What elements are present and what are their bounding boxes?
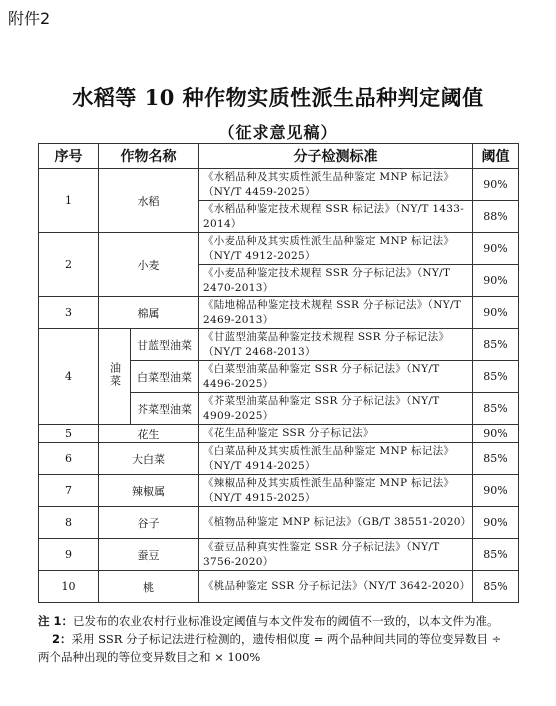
header-standard: 分子检测标准 xyxy=(199,144,473,169)
standard-cell: 《水稻品种鉴定技术规程 SSR 标记法》（NY/T 1433-2014） xyxy=(199,201,473,233)
header-no: 序号 xyxy=(39,144,99,169)
table-row xyxy=(39,443,519,475)
note-1-text: 已发布的农业农村行业标准设定阈值与本文件发布的阈值不一致的，以本文件为准。 xyxy=(73,614,499,628)
table-row xyxy=(39,425,519,443)
standard-cell: 《芥菜型油菜品种鉴定 SSR 分子标记法》（NY/T 4909-2025） xyxy=(199,393,473,425)
standard-cell: 《陆地棉品种鉴定技术规程 SSR 分子标记法》（NY/T 2469-2013） xyxy=(199,297,473,329)
standard-cell: 《小麦品种鉴定技术规程 SSR 分子标记法》（NY/T 2470-2013） xyxy=(199,265,473,297)
crop-name: 大白菜 xyxy=(99,443,199,475)
crop-name: 小麦 xyxy=(99,233,199,297)
threshold-cell: 88% xyxy=(473,201,519,233)
threshold-cell: 90% xyxy=(473,169,519,201)
threshold-cell: 85% xyxy=(473,329,519,361)
standard-cell: 《水稻品种及其实质性派生品种鉴定 MNP 标记法》（NY/T 4459-2025） xyxy=(199,169,473,201)
crop-group-label: 油菜 xyxy=(108,362,122,388)
crop-name: 芥菜型油菜 xyxy=(131,393,199,425)
threshold-cell: 90% xyxy=(473,265,519,297)
attachment-label: 附件2 xyxy=(8,9,51,28)
row-no: 8 xyxy=(39,507,99,539)
crop-name: 花生 xyxy=(99,425,199,443)
row-no: 5 xyxy=(39,425,99,443)
standard-cell: 《白菜型油菜品种鉴定 SSR 分子标记法》（NY/T 4496-2025） xyxy=(199,361,473,393)
table-row xyxy=(39,475,519,507)
standard-cell: 《桃品种鉴定 SSR 分子标记法》（NY/T 3642-2020） xyxy=(199,571,473,603)
threshold-cell: 85% xyxy=(473,539,519,571)
threshold-cell: 85% xyxy=(473,361,519,393)
threshold-cell: 90% xyxy=(473,297,519,329)
note-2-text: 采用 SSR 分子标记法进行检测的，遗传相似度 = 两个品种间共同的等位变异数目 ÷ 两个品种出现的等位变异数目之和 × 100% xyxy=(38,632,502,664)
row-no: 2 xyxy=(39,233,99,297)
note-2 xyxy=(38,630,516,666)
table-row xyxy=(39,329,519,361)
table-row xyxy=(39,571,519,603)
table-row xyxy=(39,507,519,539)
row-no: 7 xyxy=(39,475,99,507)
table-row xyxy=(39,233,519,265)
crop-group-name xyxy=(99,329,131,425)
standard-cell: 《植物品种鉴定 MNP 标记法》（GB/T 38551-2020） xyxy=(199,507,473,539)
table-row xyxy=(39,539,519,571)
standard-cell: 《辣椒品种及其实质性派生品种鉴定 MNP 标记法》（NY/T 4915-2025） xyxy=(199,475,473,507)
document-title: 水稻等 10 种作物实质性派生品种判定阈值 xyxy=(72,85,484,110)
threshold-cell: 85% xyxy=(473,571,519,603)
row-no: 10 xyxy=(39,571,99,603)
threshold-cell: 90% xyxy=(473,425,519,443)
crop-name: 甘蓝型油菜 xyxy=(131,329,199,361)
crop-name: 水稻 xyxy=(99,169,199,233)
row-no: 1 xyxy=(39,169,99,233)
crop-name: 蚕豆 xyxy=(99,539,199,571)
note-1 xyxy=(38,612,516,630)
crop-name: 谷子 xyxy=(99,507,199,539)
threshold-cell: 90% xyxy=(473,507,519,539)
crop-name: 辣椒属 xyxy=(99,475,199,507)
threshold-cell: 85% xyxy=(473,443,519,475)
row-no: 6 xyxy=(39,443,99,475)
crop-name: 桃 xyxy=(99,571,199,603)
row-no: 3 xyxy=(39,297,99,329)
row-no: 4 xyxy=(39,329,99,425)
threshold-table xyxy=(38,143,519,603)
table-header-row xyxy=(39,144,519,169)
header-threshold: 阈值 xyxy=(473,144,519,169)
table-row xyxy=(39,169,519,201)
header-crop: 作物名称 xyxy=(99,144,199,169)
table-row xyxy=(39,297,519,329)
threshold-cell: 90% xyxy=(473,475,519,507)
standard-cell: 《蚕豆品种真实性鉴定 SSR 分子标记法》（NY/T 3756-2020） xyxy=(199,539,473,571)
crop-name: 白菜型油菜 xyxy=(131,361,199,393)
note-2-label: 2： xyxy=(52,632,72,646)
threshold-cell: 90% xyxy=(473,233,519,265)
notes-section xyxy=(38,612,516,666)
standard-cell: 《花生品种鉴定 SSR 分子标记法》 xyxy=(199,425,473,443)
standard-cell: 《小麦品种及其实质性派生品种鉴定 MNP 标记法》（NY/T 4912-2025） xyxy=(199,233,473,265)
standard-cell: 《白菜品种及其实质性派生品种鉴定 MNP 标记法》（NY/T 4914-2025） xyxy=(199,443,473,475)
row-no: 9 xyxy=(39,539,99,571)
threshold-cell: 85% xyxy=(473,393,519,425)
document-subtitle: （征求意见稿） xyxy=(218,123,338,142)
crop-name: 棉属 xyxy=(99,297,199,329)
note-1-label: 注 1： xyxy=(38,614,74,628)
standard-cell: 《甘蓝型油菜品种鉴定技术规程 SSR 分子标记法》（NY/T 2468-2013） xyxy=(199,329,473,361)
